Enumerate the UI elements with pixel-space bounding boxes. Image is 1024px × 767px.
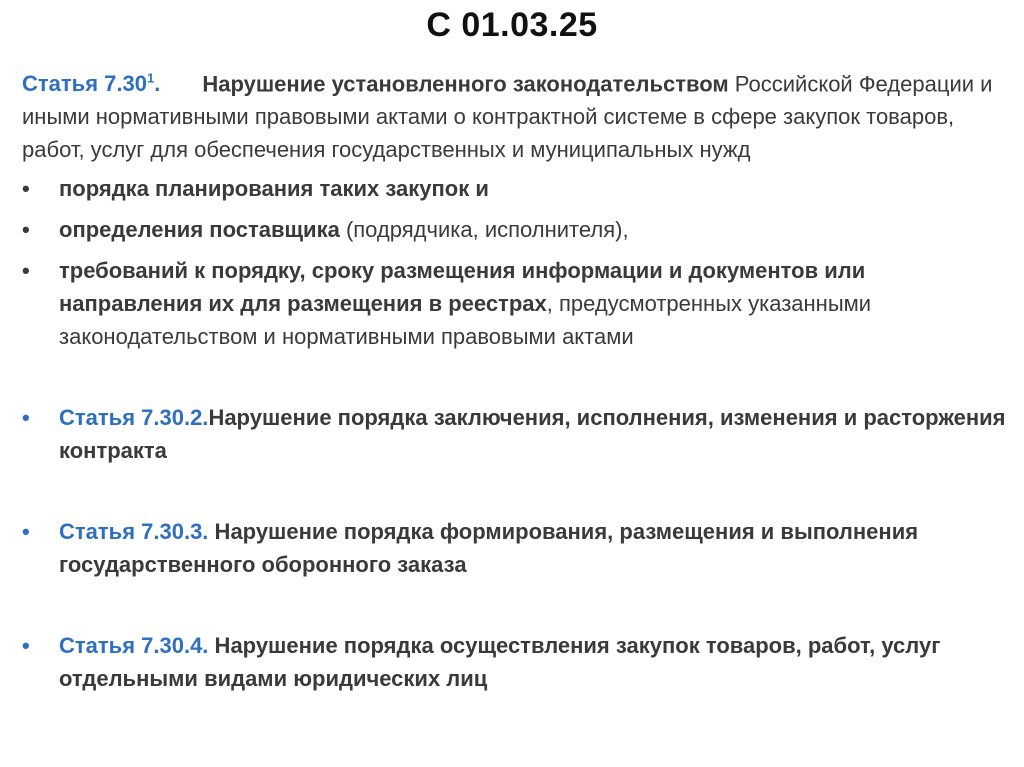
article-item-7-30-4 (22, 629, 1012, 695)
article-label: Статья 7.30.4. (59, 633, 209, 659)
article-item-7-30-3 (22, 515, 1012, 581)
list-item (22, 254, 1012, 353)
article-title: Нарушение порядка формирования, размещения и выполнения государственного оборонного заказа (59, 519, 919, 578)
list-item (22, 213, 1012, 246)
intro-bold-text: Нарушение установленного законодательством (202, 71, 729, 97)
intro-rest-text: Российской Федерации и иными нормативными правовыми актами о контрактной системе в сфере закупок товаров, работ, услуг для обеспечения государственных и муниципальных нужд (22, 71, 993, 163)
list-item-bold: требований к порядку, сроку размещения информации и документов или направления их для размещения в реестрах (59, 258, 866, 317)
slide-title: С 01.03.25 (426, 6, 598, 44)
intro-paragraph (22, 62, 1012, 166)
bullet-marker: • (22, 405, 30, 431)
list-item-bold: определения поставщика (59, 217, 340, 243)
list-item-normal: (подрядчика, исполнителя), (339, 217, 629, 243)
article-label-7-30-1: Статья 7.30$^1$. (22, 71, 161, 97)
bullet-marker: • (22, 519, 30, 545)
list-item (22, 172, 1012, 205)
list-item-normal: , предусмотренных указанными законодательством и нормативными правовыми актами (59, 291, 872, 350)
bullet-marker: • (22, 633, 30, 659)
slide-content (22, 62, 1012, 703)
bullet-marker: • (22, 258, 30, 284)
spacer (22, 589, 1012, 629)
article-item-7-30-2 (22, 401, 1012, 467)
spacer (22, 361, 1012, 401)
bullet-marker: • (22, 217, 30, 243)
article-title: Нарушение порядка заключения, исполнения, изменения и расторжения контракта (59, 405, 1006, 464)
article-title: Нарушение порядка осуществления закупок товаров, работ, услуг отдельными видами юридических лиц (59, 633, 941, 692)
bullet-marker: • (22, 176, 30, 202)
list-item-bold: порядка планирования таких закупок и (59, 176, 489, 202)
article-label: Статья 7.30.2. (59, 405, 209, 431)
spacer (22, 475, 1012, 515)
article-label: Статья 7.30.3. (59, 519, 209, 545)
